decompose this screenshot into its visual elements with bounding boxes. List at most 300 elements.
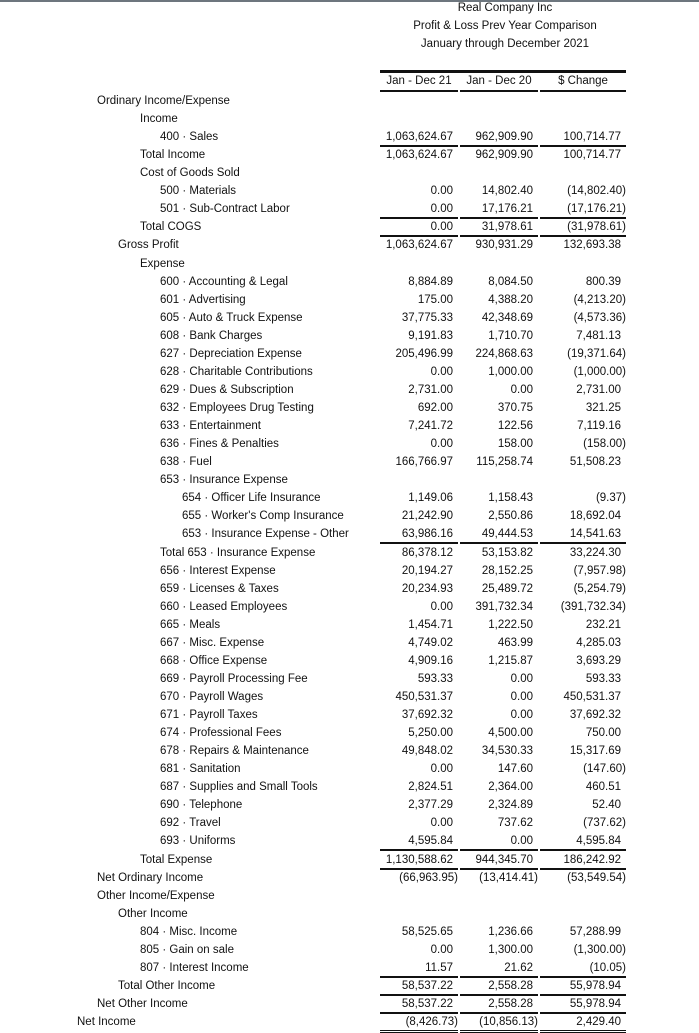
cell-dollar-change — [540, 327, 626, 344]
cell-value: 370.75 — [497, 402, 533, 415]
cell-value: 20,234.93 — [401, 582, 453, 595]
cell-value: 1,063,624.67 — [385, 149, 453, 162]
cell-value: 186,242.92 — [563, 853, 621, 866]
cell-jan-dec-20 — [460, 200, 538, 219]
cell-jan-dec-21 — [380, 706, 458, 723]
cell-jan-dec-20 — [460, 327, 538, 344]
cell-jan-dec-21 — [380, 363, 458, 380]
cell-value: (10,856.13) — [479, 1016, 538, 1029]
cell-value: 750.00 — [585, 727, 621, 740]
cell-value: 962,909.90 — [475, 131, 533, 144]
cell-dollar-change — [540, 453, 626, 470]
report-row — [0, 887, 699, 905]
report-row — [0, 941, 699, 959]
cell-value: (1,300.00) — [573, 943, 626, 956]
cell-jan-dec-20 — [460, 832, 538, 851]
cell-value: 0.00 — [510, 672, 533, 685]
cell-jan-dec-21 — [380, 327, 458, 344]
row-label: 608 · Bank Charges — [160, 329, 263, 342]
row-label: 605 · Auto & Truck Expense — [160, 311, 303, 324]
report-row — [0, 634, 699, 652]
row-label: 687 · Supplies and Small Tools — [160, 781, 318, 794]
row-label: 500 · Materials — [160, 185, 237, 198]
cell-value: 800.39 — [585, 275, 621, 288]
cell-value: 593.33 — [417, 672, 453, 685]
cell-dollar-change — [540, 995, 626, 1014]
cell-dollar-change — [540, 525, 626, 544]
cell-value: 0.00 — [430, 943, 453, 956]
report-row — [0, 110, 699, 128]
report-row — [0, 562, 699, 580]
cell-jan-dec-20 — [460, 417, 538, 434]
cell-value: 7,119.16 — [577, 420, 621, 433]
column-header-jan-dec-20: Jan - Dec 20 — [460, 75, 538, 92]
cell-value: 930,931.29 — [475, 239, 533, 252]
cell-jan-dec-21 — [380, 814, 458, 831]
cell-value: 0.00 — [510, 383, 533, 396]
cell-value: (4,213.20) — [573, 293, 626, 306]
cell-value: 58,525.65 — [401, 925, 453, 938]
cell-value: 232.21 — [585, 618, 621, 631]
cell-value: 1,710.70 — [488, 329, 533, 342]
cell-jan-dec-21 — [380, 525, 458, 544]
cell-jan-dec-20 — [460, 309, 538, 326]
row-label: Total COGS — [140, 221, 202, 234]
cell-dollar-change — [540, 182, 626, 199]
cell-value: 52.40 — [592, 799, 621, 812]
cell-jan-dec-21 — [380, 580, 458, 597]
cell-jan-dec-20 — [460, 182, 538, 199]
report-row — [0, 869, 699, 887]
cell-value: (737.62) — [583, 817, 626, 830]
cell-value: 147.60 — [497, 763, 533, 776]
row-label: Other Income/Expense — [97, 889, 215, 902]
cell-jan-dec-20 — [460, 923, 538, 940]
cell-value: 63,986.16 — [401, 528, 453, 541]
report-row — [0, 995, 699, 1013]
report-row — [0, 977, 699, 995]
cell-jan-dec-21 — [380, 182, 458, 199]
cell-dollar-change — [540, 634, 626, 651]
row-label: 656 · Interest Expense — [160, 564, 276, 577]
cell-jan-dec-20 — [460, 688, 538, 705]
row-label: 653 · Insurance Expense - Other — [182, 528, 349, 541]
cell-value: 57,288.99 — [569, 925, 621, 938]
row-label: 636 · Fines & Penalties — [160, 438, 279, 451]
cell-value: 14,541.63 — [569, 528, 621, 541]
cell-dollar-change — [540, 128, 626, 147]
cell-value: 737.62 — [497, 817, 533, 830]
cell-jan-dec-20 — [460, 381, 538, 398]
cell-jan-dec-20 — [460, 706, 538, 723]
cell-jan-dec-21 — [380, 417, 458, 434]
cell-jan-dec-21 — [380, 724, 458, 741]
cell-value: 1,215.87 — [488, 654, 533, 667]
report-row — [0, 291, 699, 309]
cell-value: 0.00 — [430, 365, 453, 378]
row-label: 805 · Gain on sale — [140, 943, 234, 956]
row-label: 678 · Repairs & Maintenance — [160, 745, 309, 758]
cell-value: 37,692.32 — [569, 709, 621, 722]
cell-value: 17,176.21 — [481, 203, 533, 216]
cell-jan-dec-21 — [380, 200, 458, 219]
cell-value: 21,242.90 — [401, 510, 453, 523]
cell-dollar-change — [540, 742, 626, 759]
report-row — [0, 814, 699, 832]
cell-value: 321.25 — [585, 402, 621, 415]
cell-dollar-change — [540, 218, 626, 237]
cell-dollar-change — [540, 688, 626, 705]
cell-value: 2,558.28 — [488, 998, 533, 1010]
row-label: 690 · Telephone — [160, 799, 243, 812]
cell-dollar-change — [540, 652, 626, 669]
cell-value: 391,732.34 — [475, 600, 533, 613]
cell-value: 1,130,588.62 — [385, 853, 453, 866]
cell-dollar-change — [540, 869, 626, 886]
cell-value: 8,884.89 — [408, 275, 453, 288]
cell-value: (17,176.21) — [567, 203, 626, 216]
cell-jan-dec-20 — [460, 634, 538, 651]
cell-dollar-change — [540, 345, 626, 362]
cell-jan-dec-21 — [380, 616, 458, 633]
cell-jan-dec-20 — [460, 273, 538, 290]
cell-value: 0.00 — [430, 185, 453, 198]
report-period: January through December 2021 — [420, 38, 590, 50]
row-label: 627 · Depreciation Expense — [160, 347, 302, 360]
cell-value: (19,371.64) — [567, 347, 626, 360]
report-row — [0, 218, 699, 236]
cell-jan-dec-20 — [460, 525, 538, 544]
column-header-jan-dec-21: Jan - Dec 21 — [380, 75, 458, 92]
report-row — [0, 1013, 699, 1031]
cell-value: 205,496.99 — [395, 347, 453, 360]
cell-jan-dec-21 — [380, 941, 458, 958]
cell-dollar-change — [540, 796, 626, 813]
report-row — [0, 417, 699, 435]
row-label: 667 · Misc. Expense — [160, 636, 265, 649]
cell-jan-dec-21 — [380, 399, 458, 416]
cell-jan-dec-21 — [380, 562, 458, 579]
cell-jan-dec-21 — [380, 832, 458, 851]
cell-dollar-change — [540, 923, 626, 940]
row-label: 692 · Travel — [160, 817, 221, 830]
cell-value: 0.00 — [430, 600, 453, 613]
cell-jan-dec-21 — [380, 128, 458, 147]
cell-value: 944,345.70 — [475, 853, 533, 866]
cell-value: 115,258.74 — [476, 456, 533, 469]
cell-jan-dec-20 — [460, 236, 538, 253]
cell-value: 0.00 — [510, 835, 533, 848]
cell-dollar-change — [540, 435, 626, 452]
cell-value: (66,963.95) — [399, 871, 458, 884]
cell-value: 21.62 — [504, 961, 533, 974]
report-row — [0, 309, 699, 327]
cell-value: 692.00 — [417, 402, 453, 415]
company-name: Real Company Inc — [457, 2, 553, 14]
row-label: 600 · Accounting & Legal — [160, 275, 288, 288]
cell-value: 0.00 — [430, 221, 453, 234]
cell-value: (7,957.98) — [573, 564, 626, 577]
cell-jan-dec-20 — [460, 977, 538, 996]
row-label: 669 · Payroll Processing Fee — [160, 672, 308, 685]
row-label: 660 · Leased Employees — [160, 600, 288, 613]
cell-value: (158.00) — [583, 438, 626, 451]
cell-value: 58,537.22 — [401, 998, 453, 1010]
cell-value: 1,063,624.67 — [385, 239, 453, 252]
cell-value: 0.00 — [430, 203, 453, 216]
cell-value: 58,537.22 — [401, 979, 453, 992]
cell-value: 1,000.00 — [488, 365, 533, 378]
report-row — [0, 399, 699, 417]
cell-value: 1,236.66 — [488, 925, 533, 938]
cell-value: 593.33 — [585, 672, 621, 685]
row-label: 400 · Sales — [160, 131, 219, 144]
cell-jan-dec-21 — [380, 345, 458, 362]
cell-jan-dec-20 — [460, 778, 538, 795]
row-label: Total 653 · Insurance Expense — [160, 546, 316, 559]
cell-jan-dec-20 — [460, 128, 538, 147]
cell-dollar-change — [540, 959, 626, 978]
row-label: Net Income — [77, 1016, 136, 1029]
report-row — [0, 544, 699, 562]
cell-value: 0.00 — [430, 817, 453, 830]
cell-jan-dec-21 — [380, 453, 458, 470]
cell-dollar-change — [540, 489, 626, 506]
cell-value: 28,152.25 — [481, 564, 533, 577]
cell-value: (8,426.73) — [405, 1016, 458, 1029]
cell-jan-dec-21 — [380, 688, 458, 705]
cell-dollar-change — [540, 580, 626, 597]
cell-jan-dec-21 — [380, 742, 458, 759]
cell-dollar-change — [540, 760, 626, 777]
row-label: Other Income — [118, 907, 188, 920]
cell-jan-dec-20 — [460, 507, 538, 524]
row-label: Total Other Income — [118, 979, 216, 992]
cell-dollar-change — [540, 941, 626, 958]
cell-value: 2,824.51 — [408, 781, 453, 794]
cell-value: 460.51 — [585, 781, 621, 794]
cell-jan-dec-20 — [460, 652, 538, 669]
cell-value: (53,549.54) — [567, 871, 626, 884]
cell-value: (1,000.00) — [573, 365, 626, 378]
cell-jan-dec-21 — [380, 309, 458, 326]
cell-dollar-change — [540, 417, 626, 434]
cell-value: 2,550.86 — [488, 510, 533, 523]
cell-dollar-change — [540, 598, 626, 615]
report-row — [0, 489, 699, 507]
cell-dollar-change — [540, 616, 626, 633]
cell-jan-dec-20 — [460, 814, 538, 831]
report-row — [0, 146, 699, 164]
cell-value: (391,732.34) — [560, 600, 626, 613]
report-row — [0, 724, 699, 742]
cell-value: (4,573.36) — [573, 311, 626, 324]
cell-value: 49,848.02 — [401, 745, 453, 758]
cell-value: 2,429.40 — [576, 1016, 621, 1029]
cell-value: 4,749.02 — [408, 636, 453, 649]
cell-value: 20,194.27 — [401, 564, 453, 577]
cell-value: 42,348.69 — [481, 311, 533, 324]
cell-jan-dec-20 — [460, 995, 538, 1014]
cell-jan-dec-21 — [380, 146, 458, 163]
row-label: 654 · Officer Life Insurance — [182, 492, 321, 505]
cell-jan-dec-20 — [460, 435, 538, 452]
row-label: 665 · Meals — [160, 618, 221, 631]
cell-value: 55,978.94 — [569, 998, 621, 1010]
cell-value: 463.99 — [497, 636, 533, 649]
report-row — [0, 778, 699, 796]
cell-jan-dec-21 — [380, 435, 458, 452]
cell-value: 34,530.33 — [481, 745, 533, 758]
cell-jan-dec-20 — [460, 959, 538, 978]
row-label: Cost of Goods Sold — [140, 167, 240, 180]
cell-dollar-change — [540, 977, 626, 996]
cell-value: 49,444.53 — [481, 528, 533, 541]
cell-value: (9.37) — [595, 492, 626, 505]
cell-value: (14,802.40) — [567, 185, 626, 198]
cell-jan-dec-20 — [460, 1013, 538, 1033]
cell-jan-dec-21 — [380, 923, 458, 940]
cell-value: 158.00 — [497, 438, 533, 451]
cell-dollar-change — [540, 706, 626, 723]
cell-jan-dec-20 — [460, 544, 538, 561]
row-label: 655 · Worker's Comp Insurance — [182, 510, 344, 523]
row-label: 659 · Licenses & Taxes — [160, 582, 279, 595]
report-row — [0, 164, 699, 182]
cell-jan-dec-21 — [380, 1013, 458, 1033]
row-label: Income — [140, 113, 178, 126]
cell-jan-dec-20 — [460, 562, 538, 579]
row-label: 681 · Sanitation — [160, 763, 241, 776]
cell-dollar-change — [540, 146, 626, 163]
cell-jan-dec-21 — [380, 796, 458, 813]
report-row — [0, 580, 699, 598]
cell-jan-dec-20 — [460, 291, 538, 308]
cell-dollar-change — [540, 381, 626, 398]
cell-jan-dec-20 — [460, 363, 538, 380]
row-label: 638 · Fuel — [160, 456, 212, 469]
cell-value: 33,224.30 — [569, 546, 621, 559]
cell-jan-dec-21 — [380, 381, 458, 398]
cell-jan-dec-21 — [380, 273, 458, 290]
cell-jan-dec-21 — [380, 869, 458, 886]
cell-value: 2,731.00 — [408, 383, 453, 396]
report-row — [0, 905, 699, 923]
cell-value: 4,595.84 — [408, 835, 453, 848]
row-label: 807 · Interest Income — [140, 961, 249, 974]
cell-value: (13,414.41) — [479, 871, 538, 884]
report-row — [0, 92, 699, 110]
row-label: Total Expense — [140, 853, 213, 866]
cell-value: 31,978.61 — [481, 221, 533, 234]
cell-value: (31,978.61) — [567, 221, 626, 234]
cell-jan-dec-20 — [460, 670, 538, 687]
cell-jan-dec-21 — [380, 959, 458, 978]
report-row — [0, 851, 699, 869]
cell-dollar-change — [540, 1013, 626, 1033]
cell-jan-dec-20 — [460, 760, 538, 777]
report-row — [0, 670, 699, 688]
report-row — [0, 345, 699, 363]
row-label: 671 · Payroll Taxes — [160, 709, 258, 722]
cell-jan-dec-20 — [460, 941, 538, 958]
cell-dollar-change — [540, 291, 626, 308]
column-header-dollar-change: $ Change — [540, 75, 626, 92]
cell-value: 175.00 — [417, 293, 453, 306]
cell-jan-dec-21 — [380, 218, 458, 237]
cell-value: 4,500.00 — [488, 727, 533, 740]
cell-jan-dec-21 — [380, 291, 458, 308]
cell-jan-dec-20 — [460, 580, 538, 597]
cell-value: 0.00 — [430, 438, 453, 451]
cell-value: 1,063,624.67 — [385, 131, 453, 144]
row-label: 628 · Charitable Contributions — [160, 365, 313, 378]
cell-jan-dec-21 — [380, 652, 458, 669]
row-label: 674 · Professional Fees — [160, 727, 282, 740]
cell-value: 0.00 — [510, 690, 533, 703]
cell-value: 1,158.43 — [488, 492, 533, 505]
cell-value: 11.57 — [425, 961, 453, 974]
cell-value: 37,775.33 — [401, 311, 453, 324]
cell-dollar-change — [540, 363, 626, 380]
cell-jan-dec-21 — [380, 489, 458, 506]
cell-jan-dec-20 — [460, 742, 538, 759]
cell-value: 15,317.69 — [569, 745, 621, 758]
cell-dollar-change — [540, 200, 626, 219]
report-row — [0, 616, 699, 634]
cell-value: 1,454.71 — [408, 618, 453, 631]
row-label: Net Other Income — [97, 998, 188, 1010]
cell-value: 18,692.04 — [569, 510, 621, 523]
report-row — [0, 652, 699, 670]
cell-value: (5,254.79) — [573, 582, 626, 595]
cell-jan-dec-20 — [460, 489, 538, 506]
cell-value: 450,531.37 — [395, 690, 453, 703]
cell-dollar-change — [540, 724, 626, 741]
report-row — [0, 182, 699, 200]
cell-jan-dec-20 — [460, 345, 538, 362]
row-label: 601 · Advertising — [160, 293, 246, 306]
cell-jan-dec-20 — [460, 218, 538, 237]
cell-jan-dec-20 — [460, 453, 538, 470]
row-label: Expense — [140, 257, 185, 270]
report-row — [0, 200, 699, 218]
cell-value: 51,508.23 — [569, 456, 621, 469]
cell-jan-dec-21 — [380, 670, 458, 687]
report-row — [0, 959, 699, 977]
report-row — [0, 923, 699, 941]
report-row — [0, 255, 699, 273]
report-row — [0, 363, 699, 381]
report-row — [0, 688, 699, 706]
cell-value: 25,489.72 — [481, 582, 533, 595]
cell-value: 224,868.63 — [475, 347, 533, 360]
report-row — [0, 507, 699, 525]
cell-jan-dec-21 — [380, 634, 458, 651]
cell-jan-dec-20 — [460, 399, 538, 416]
cell-value: 7,481.13 — [576, 329, 621, 342]
row-label: 632 · Employees Drug Testing — [160, 402, 314, 415]
cell-value: 122.56 — [497, 420, 533, 433]
cell-jan-dec-20 — [460, 146, 538, 163]
report-row — [0, 381, 699, 399]
cell-value: 2,558.28 — [488, 979, 533, 992]
cell-dollar-change — [540, 273, 626, 290]
row-label: Ordinary Income/Expense — [97, 95, 230, 107]
cell-value: 4,285.03 — [576, 636, 621, 649]
cell-value: 2,324.89 — [488, 799, 533, 812]
report-title: Profit & Loss Prev Year Comparison — [413, 20, 597, 32]
